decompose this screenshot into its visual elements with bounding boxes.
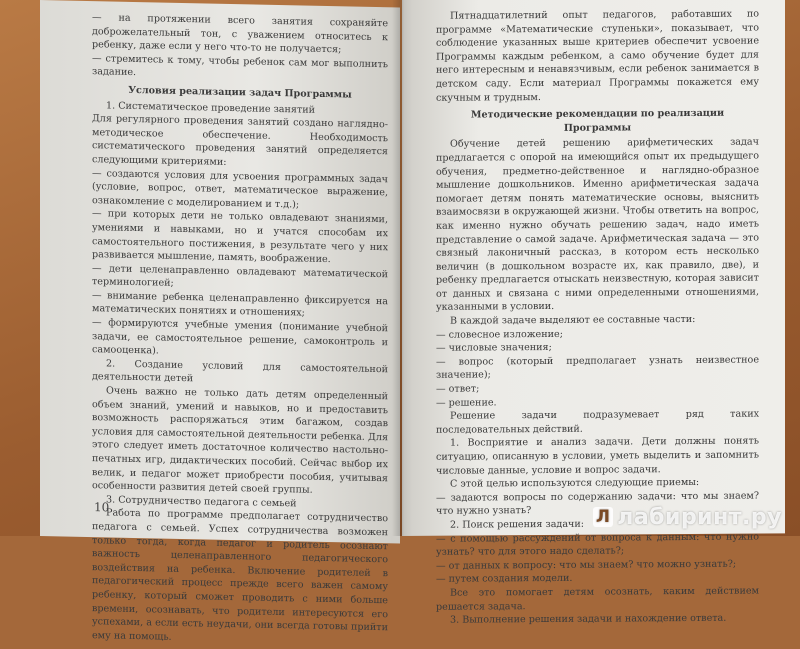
list-item: — путем создания модели.	[436, 573, 573, 586]
paragraph: 1. Восприятие и анализ задачи. Дети должны понять ситуацию, описанную в условии, уметь выделить и запомнить числовые данные, условие и вопрос задачи.	[436, 435, 759, 477]
paragraph: 3. Выполнение решения задачи и нахождение ответа.	[450, 612, 727, 626]
list-item: — ответ;	[436, 383, 480, 395]
paragraph: С этой целью используются следующие приемы:	[450, 477, 700, 490]
list-item: — формируются учебные умения (понимание учебной задачи, ее самостоятельное решение, самоконтроль и самооценка).	[92, 317, 388, 357]
paragraph: Очень важно не только дать детям определенный объем знаний, умений и навыков, но и предоставить возможность распоряжаться этим багажом, создав условия для самостоятельной деятельности ребенка. Для этого следует иметь достаточное количество настольно-печатных игр, дидактических пособий. Сейчас выбор их велик, и педагог может приобрести пособия, учитывая особенности развития детей своей группы.	[92, 385, 388, 496]
list-item: — дети целенаправленно овладевают математической терминологией;	[92, 262, 388, 290]
list-item: — вопрос (который предполагает узнать неизвестное значение);	[436, 354, 759, 382]
right-page	[402, 0, 785, 626]
list-item: — внимание ребенка целенаправленно фиксируется на математических понятиях и отношениях;	[92, 289, 388, 320]
section-heading: Методические рекомендации по реализации Программы	[470, 107, 725, 134]
list-item: — с помощью рассуждений от вопроса к данным: что нужно узнать? что для этого надо сделать?;	[436, 531, 759, 558]
left-page-body	[92, 11, 388, 649]
list-item: — от данных к вопросу: что мы знаем? что можно узнать?;	[436, 558, 737, 572]
section-heading: Условия реализации задач Программы	[128, 84, 352, 101]
paragraph: Работа по программе предполагает сотрудничество педагога с семьей. Успех сотрудничества возможен только тогда, когда педагог и родитель осознают важность целенаправленного педагогического воздействия на ребенка. Включение родителей в педагогический процесс прежде всего важен самому ребенку, который сможет проводить с ними больше времени, осознавать, что родители интересуются его успехами, а если есть неудачи, они всегда готовы прийти ему на помощь.	[92, 507, 388, 643]
paragraph: 2. Поиск решения задачи:	[450, 518, 585, 531]
book-gutter	[392, 0, 412, 536]
paragraph: 2. Создание условий для самостоятельной деятельности детей	[92, 358, 388, 385]
paragraph: Пятнадцатилетний опыт педагогов, работавших по программе «Математические ступеньки», показывает, что соблюдение указанных выше критериев обеспечит усвоение Программы каждым ребенком, а само обучение будет для него интересным и ненавязчивым, если ребенок занимается в детском саду. Если материал Программы покажется ему скучным и трудным.	[436, 8, 759, 104]
labirint-logo-icon: Л	[593, 507, 613, 527]
list-item: — задаются вопросы по содержанию задачи: что мы знаем? что нужно узнать?	[436, 490, 759, 518]
left-page	[40, 0, 400, 643]
list-item: — стремитесь к тому, чтобы ребенок сам мог выполнить задание.	[92, 52, 388, 79]
list-item: — создаются условия для усвоения программных задач (условие, вопрос, ответ, математическое выражение, ознакомление с моделированием и т.д.);	[92, 167, 388, 211]
list-item: — на протяжении всего занятия сохраняйте доброжелательный тон, с уважением относитесь к ребенку, даже если у него что-то не получается;	[92, 12, 388, 56]
list-item: — словесное изложение;	[436, 328, 563, 341]
watermark-text: лабиринт.ру	[617, 505, 782, 530]
open-book	[40, 0, 785, 643]
labirint-watermark	[593, 505, 782, 530]
list-item: — решение.	[436, 396, 497, 409]
right-page-body	[436, 8, 759, 628]
page-number: 10	[94, 500, 110, 515]
list-item: — при которых дети не только овладевают знаниями, умениями и навыками, но и учатся способам их самостоятельного постижения, в результате чего у них развивается мышление, память, воображение.	[92, 208, 388, 266]
list-item: Для регулярного проведения занятий создано наглядно-методическое обеспечение. Необходимость систематического проведения занятий определяется следующими критериями:	[92, 113, 388, 168]
paragraph: 3. Сотрудничество педагога с семьей	[106, 494, 297, 510]
paragraph: Решение задачи подразумевает ряд таких последовательных действий.	[436, 408, 759, 436]
paragraph: Все это помогает детям осознать, каким действием решается задача.	[436, 585, 759, 613]
list-item: — числовые значения;	[436, 342, 552, 355]
paragraph: Обучение детей решению арифметических задач предлагается с опорой на имеющийся опыт их предыдущего обучения, предметно-действенное и наглядно-образное мышление дошкольников. Именно арифметическая задача помогает детям понять математические основы, выяснить взаимосвязи в окружающей жизни. Чтобы ответить на вопрос, как именно нужно обучать решению задач, надо иметь представление о самой задаче. Арифметическая задача — это связный лаконичный рассказ, в котором есть несколько величин (в дошкольном возрасте их, как правило, две), и ребенку предлагается отыскать неизвестную, которая зависит от данных и связана с ними определенными отношениями, указанными в условии.	[436, 136, 759, 314]
paragraph: 1. Систематическое проведение занятий	[106, 99, 316, 116]
paragraph: В каждой задаче выделяют ее составные части:	[450, 314, 696, 327]
